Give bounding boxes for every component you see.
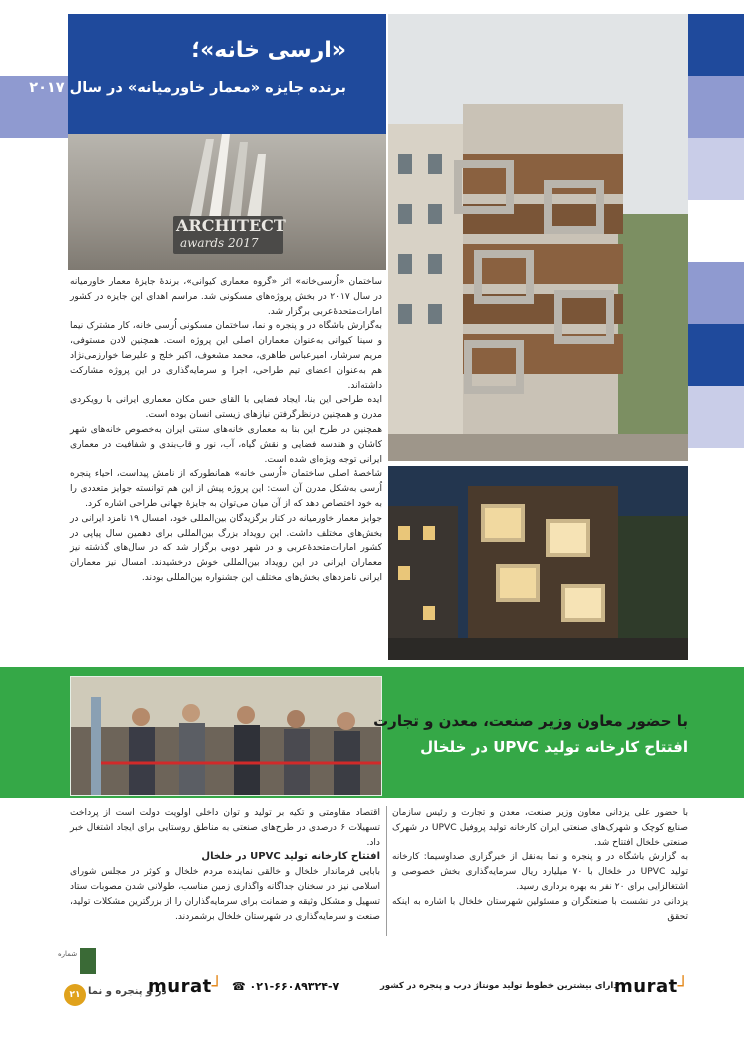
- brand-logo: murat┘: [614, 976, 690, 997]
- news-title: با حضور معاون وزیر صنعت، معدن و تجارت: [373, 712, 688, 730]
- news-column-left: [70, 806, 380, 936]
- deco-square: [0, 14, 68, 76]
- deco-square: [688, 76, 744, 138]
- paragraph: ایده طراحی این بنا، ایجاد فضایی با القای حس مکان معماری ایرانی با رویکردی مدرن و همچنین درنظرگرفتن نیازهای زیستی انسان بوده است.: [70, 395, 382, 421]
- deco-square: [688, 200, 744, 262]
- deco-square: [688, 324, 744, 386]
- issue-label: شماره: [58, 950, 78, 958]
- deco-square: [688, 138, 744, 200]
- deco-square: [688, 262, 744, 324]
- paragraph: به‌گزارش باشگاه در و پنجره و نما، ساختمان مسکونی اُرسی خانه، کار مشترک نیما و سینا کیوانی به‌عنوان معماران اصلی این پروژه است. همچنین لادن مستوفی، مریم سرشار، امیرعباس طاهری، محمد مشعوف، اکبر خلج و علیرضا خوارزمی‌نژاد هم به‌عنوان اعضای تیم طراحی، اجرا و سرمایه‌گذاری در این پروژه مشارکت داشته‌اند.: [70, 321, 382, 391]
- award-text: ARCHITECT: [176, 216, 286, 235]
- building-photo-night: [388, 466, 688, 660]
- article-body: [70, 275, 382, 660]
- paragraph: جوایز معمار خاورمیانه در کنار برگزیدگان بین‌المللی خود، امسال ۱۹ نامزد ایرانی در بخش‌های مختلف داشت. این رویداد بزرگ بین‌المللی برای دهمین سال پیاپی در کشور امارات‌متحدۀ‌عربی و در شهر دوبی برگزار شد که در سال‌های گذشته نیز معماران ایرانی در این رویداد بین‌المللی خوش درخشیدند. امسال نیز معماران ایرانی نامزدهای بخش‌های مختلف این جشنواره بین‌المللی بودند.: [70, 513, 382, 583]
- paragraph: همچنین در طرح این بنا به معماری خانه‌های سنتی ایران به‌خصوص خانه‌های شهر کاشان و هندسه فضایی و نقش گیاه، آب، نور و قاب‌بندی و شفافیت در معماری ایرانی توجه ویژه‌ای شده است.: [70, 424, 382, 465]
- news-subhead: افتتاح کارخانه تولید UPVC در خلخال: [201, 851, 380, 863]
- article-subtitle: برنده جایزه «معمار خاورمیانه» در سال ۲۰۱۷: [29, 80, 346, 96]
- trophy-graphic: [148, 134, 308, 224]
- page-number: ۲۱: [64, 984, 86, 1006]
- article-title: «ارسی خانه»؛: [191, 38, 346, 63]
- magazine-name: در و پنجره و نما: [88, 986, 167, 997]
- footer-slogan: دارای بیشترین خطوط تولید مونتاژ درب و پنجره در کشور: [380, 981, 618, 991]
- deco-square: [688, 386, 744, 448]
- building-illustration: [388, 466, 688, 660]
- paragraph: شاخصۀ اصلی ساختمان «اُرسی خانه» همانطورکه از نامش پیداست، احیاء پنجره اُرسی به‌شکل مدرن آن است: این پروژه پیش از این هم توانسته جوایز متعددی را به خود اختصاص دهد که از آن میان می‌توان به جایزۀ جهانی طراحی اشاره کرد.: [70, 469, 382, 509]
- column-divider: [386, 806, 387, 936]
- building-illustration: [388, 14, 688, 461]
- deco-square: [688, 14, 744, 76]
- paragraph: به گزارش باشگاه در و پنجره و نما به‌نقل از خبرگزاری صداوسیما: کارخانه تولید UPVC در خلخال با ۷۰ میلیارد ریال سرمایه‌گذاری بخش خصوصی و اشتغالزایی برای ۲۰ نفر به بهره برداری رسید.: [392, 852, 688, 892]
- phone-number: ☎ ۰۲۱-۶۶۰۸۹۳۲۴-۷: [232, 980, 340, 993]
- paragraph: یزدانی در نشست با صنعتگران و مسئولین شهرستان خلخال با اشاره به اینکه تحقق: [392, 896, 688, 922]
- news-column-right: [392, 806, 688, 936]
- ceremony-illustration: [71, 677, 382, 796]
- paragraph: اقتصاد مقاومتی و تکیه بر تولید و توان داخلی اولویت دولت است از پرداخت تسهیلات ۶ درصدی در طرح‌های صنعتی به مناطق روستایی برای ایجاد اشتغال خبر داد.: [70, 808, 380, 848]
- paragraph: با حضور علی یزدانی معاون وزیر صنعت، معدن و تجارت و رئیس سازمان صنایع کوچک و شهرک‌های صنعتی ایران کارخانه تولید پروفیل UPVC در شهرک صنعتی خلخال افتتاح شد.: [392, 808, 688, 848]
- ceremony-photo: [70, 676, 382, 796]
- award-text: awards 2017: [180, 236, 259, 250]
- brand-logo: murat┘: [148, 976, 224, 997]
- paragraph: بابایی فرماندار خلخال و خالقی نماینده مردم خلخال و کوثر در مجلس شورای اسلامی نیز در سخنان جداگانه واگذاری زمین مناسب، طولانی شدن مصوبات ستاد تسهیل و مشکل وثیقه و ضمانت برای سرمایه‌گذاران را از بزرگترین مشکلات تولید، صنعت و سرمایه‌گذاری در شهرستان خلخال برشمردند.: [70, 867, 380, 922]
- building-photo-day: [388, 14, 688, 461]
- news-subtitle: افتتاح کارخانه تولید UPVC در خلخال: [420, 738, 688, 756]
- article-header: [29, 14, 386, 134]
- magazine-logo: [80, 948, 96, 974]
- award-photo: [68, 134, 386, 270]
- paragraph: ساختمان «اُرسی‌خانه» اثر «گروه معماری کیوانی»، برندۀ جایزۀ معمار خاورمیانه در سال ۲۰۱۷ در بخش پروژه‌های مسکونی شد. مراسم اهدای این جایزه در کشور امارات‌متحدۀ‌عربی برگزار شد.: [70, 277, 382, 317]
